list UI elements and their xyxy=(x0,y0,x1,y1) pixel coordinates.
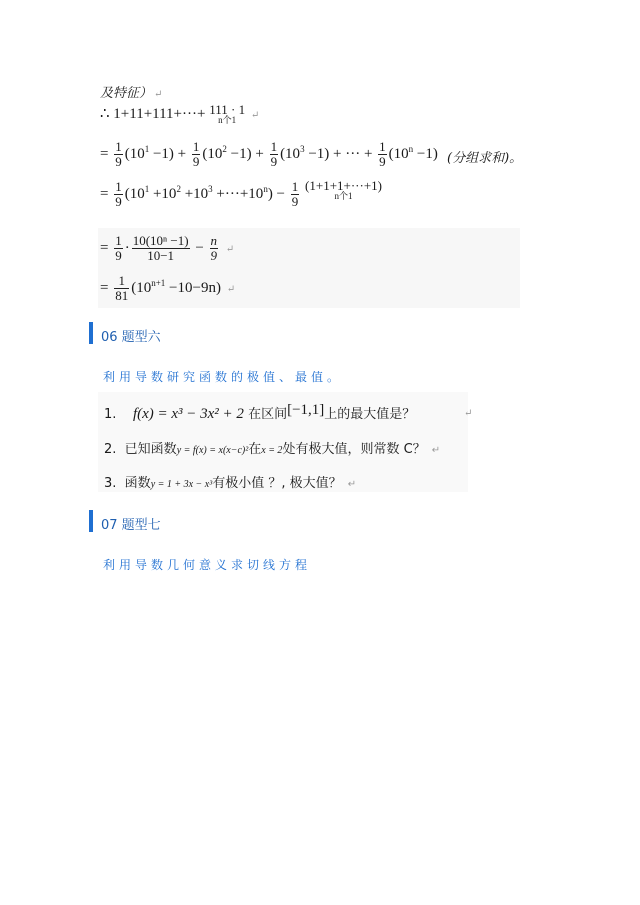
section-heading-07: 07 题型七 xyxy=(101,518,161,533)
section-heading-06: 06 题型六 xyxy=(101,330,161,345)
result-line: = $\frac{1}{81}$ $(10^{n+1} -10-9n)$ ↵ xyxy=(100,273,236,303)
question-3: 3. 函数y = 1 + 3x − x³有极小值 ？, 极大值？ ↵ xyxy=(104,476,357,491)
sum-expression: ∴ 1+11+111+···+ 111 · 1 n个1 ↵ xyxy=(100,102,260,125)
section-subtitle-07: 利用导数几何意义求切线方程 xyxy=(103,558,312,572)
section-subtitle-06: 利用导数研究函数的极值、最值。 xyxy=(103,370,344,384)
section-marker-bar xyxy=(89,510,93,532)
question-2: 2. 已知函数y = f(x) = x(x−c)²在x = 2处有极大值，则常数 C？ ↵ xyxy=(104,442,441,457)
grouped-sum-line: = $\frac{1}{9}$ $(10^1 -1)$ + $\frac{1}{9}$ $(10^2 -1)$ + $\frac{1}{9}$ $(10^3 -1)$ + ··· + $\frac{1}{9}$ $(10^n -1)$ xyxy=(100,139,438,169)
underbrace-stack: 111 · 1 n个1 xyxy=(209,102,246,125)
geometric-sum-line: = $\frac{1}{9}$ · $\frac{\text{10(10ⁿ −1)}}{10-1}$ − $\frac{n}{9}$ ↵ xyxy=(100,233,235,263)
underbrace-stack: (1+1+1+···+1) n个1 xyxy=(305,178,383,201)
method-note: (分组求和)。 xyxy=(447,151,523,166)
section-tail-label: 及特征） ↵ xyxy=(100,86,163,101)
paragraph-mark: ↵ xyxy=(464,408,473,419)
split-sum-line: = $\frac{1}{9}$ $(10^1 +10^2 +10^3 +\cdot\cdot\cdot+10^n)$ − $\frac{1}{9}$ (1+1+1+···+1) n个1 xyxy=(100,178,383,209)
section-marker-bar xyxy=(89,322,93,344)
question-1: 1. f(x) = x³ − 3x² + 2 在区间[−1,1]上的最大值是？ xyxy=(104,402,416,422)
